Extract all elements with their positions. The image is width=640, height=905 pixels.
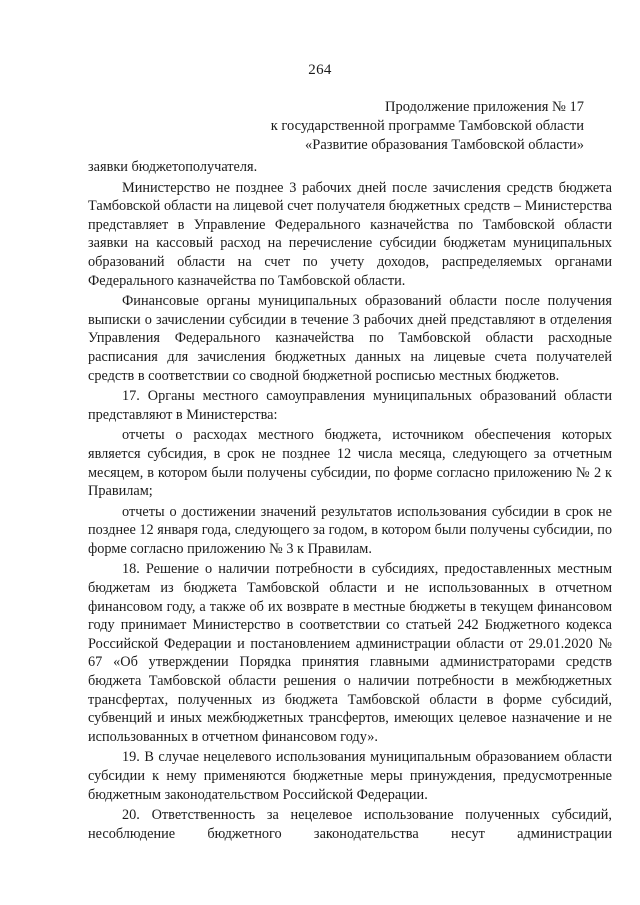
header-line-1: Продолжение приложения № 17 <box>385 99 584 115</box>
page-number: 264 <box>308 62 332 78</box>
paragraph-item-18: 18. Решение о наличии потребности в субсидиях, предоставленных местным бюджетам из бюджета Тамбовской области и не использованных в отчетном финансовом году, а также об их возврате в местные бюджеты в текущем финансовом году принимает Министерство в соответствии со статьей 242 Бюджетного кодекса Российской Федерации и постановлением администрации области от 29.01.2020 № 67 «Об утверждении Порядка принятия главными администраторами средств бюджета Тамбовской области решения о наличии потребности в межбюджетных трансфертах, полученных из бюджета Тамбовской области в форме субсидий, субвенций и иных межбюджетных трансфертов, имеющих целевое назначение и не использованных в отчетном финансовом году». <box>88 561 612 745</box>
paragraph-item-20: 20. Ответственность за нецелевое использование полученных субсидий, несоблюдение бюджетного законодательства несут администрации <box>88 807 612 842</box>
appendix-header <box>224 98 584 155</box>
header-line-3: «Развитие образования Тамбовской области» <box>305 137 584 153</box>
paragraph: отчеты о достижении значений результатов использования субсидии в срок не позднее 12 января года, следующего за годом, в котором были получены субсидии, по форме согласно приложению № 3 к Правилам. <box>88 503 612 557</box>
paragraph-item-19: 19. В случае нецелевого использования муниципальным образованием области субсидии к нему применяются бюджетные меры принуждения, предусмотренные бюджетным законодательством Российской Федерации. <box>88 749 612 803</box>
paragraph: Финансовые органы муниципальных образований области после получения выписки о зачислении субсидии в течение 3 рабочих дней представляют в отделения Управления Федерального казначейства по Тамбовской области расходные расписания для зачисления бюджетных данных на лицевые счета получателей средств в соответствии со сводной бюджетной росписью местных бюджетов. <box>88 293 612 384</box>
document-body <box>88 158 612 845</box>
paragraph: Министерство не позднее 3 рабочих дней после зачисления средств бюджета Тамбовской области на лицевой счет получателя бюджетных средств – Министерства представляет в Управление Федерального казначейства по Тамбовской области заявки на кассовый расход на перечисление субсидии бюджетам муниципальных образований области на счет по учету доходов, распределяемых органами Федерального казначейства по Тамбовской области. <box>88 179 612 289</box>
paragraph-item-17: 17. Органы местного самоуправления муниципальных образований области представляют в Министерства: <box>88 388 612 423</box>
header-line-2: к государственной программе Тамбовской области <box>270 118 584 134</box>
paragraph-continuation: заявки бюджетополучателя. <box>88 159 258 175</box>
paragraph: отчеты о расходах местного бюджета, источником обеспечения которых является субсидия, в срок не позднее 12 числа месяца, следующего за отчетным месяцем, в котором были получены субсидии, по форме согласно приложению № 2 к Правилам; <box>88 427 612 500</box>
